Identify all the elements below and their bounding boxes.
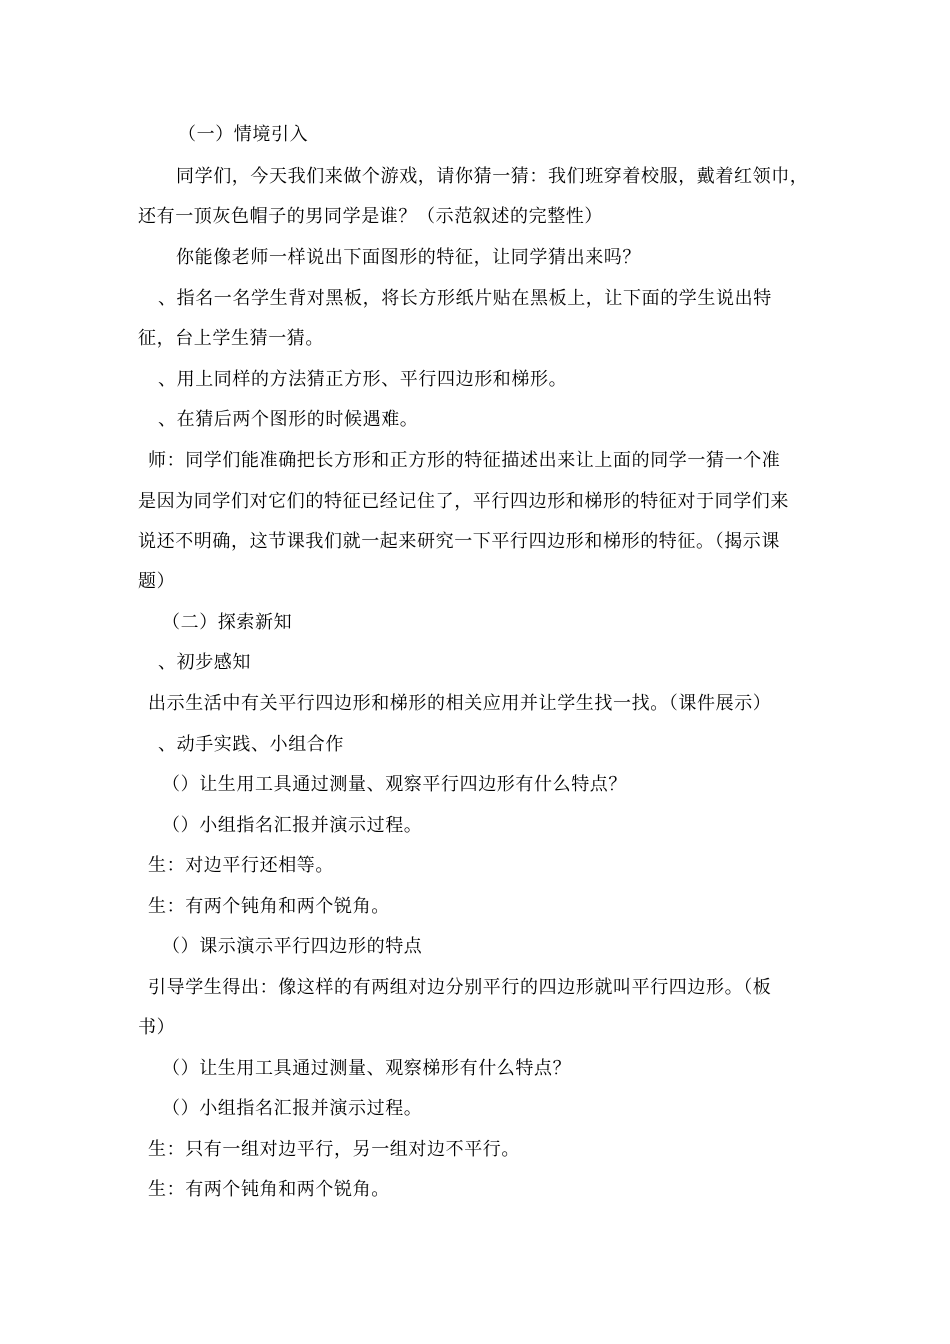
section-heading-explore: （二）探索新知	[162, 612, 293, 633]
paragraph-game-line-2: 还有一顶灰色帽子的男同学是谁？（示范叙述的完整性）	[138, 206, 603, 227]
teacher-paragraph-line-3: 说还不明确，这节课我们就一起来研究一下平行四边形和梯形的特征。（揭示课	[138, 531, 780, 552]
step-group-report-2: （）小组指名汇报并演示过程。	[162, 1098, 423, 1119]
step-measure-trapezoid: （）让生用工具通过测量、观察梯形有什么特点？	[162, 1058, 572, 1079]
subheading-hands-on: 、动手实践、小组合作	[158, 734, 344, 755]
list-item-2: 、用上同样的方法猜正方形、平行四边形和梯形。	[158, 369, 568, 390]
student-answer-1: 生：对边平行还相等。	[148, 855, 334, 876]
list-item-1-line-1: 、指名一名学生背对黑板，将长方形纸片贴在黑板上，让下面的学生说出特	[158, 288, 772, 309]
teacher-paragraph-line-4: 题）	[138, 571, 176, 592]
paragraph-game-line-1: 同学们，今天我们来做个游戏，请你猜一猜：我们班穿着校服，戴着红领巾，	[176, 166, 809, 187]
step-measure-parallelogram: （）让生用工具通过测量、观察平行四边形有什么特点？	[162, 774, 627, 795]
paragraph-show-applications: 出示生活中有关平行四边形和梯形的相关应用并让学生找一找。（课件展示）	[148, 693, 772, 714]
list-item-3: 、在猜后两个图形的时候遇难。	[158, 409, 419, 430]
definition-line-1: 引导学生得出：像这样的有两组对边分别平行的四边形就叫平行四边形。（板	[148, 977, 772, 998]
section-heading-situation: （一）情境引入	[178, 124, 309, 145]
student-answer-3: 生：只有一组对边平行，另一组对边不平行。	[148, 1139, 520, 1160]
list-item-1-line-2: 征，台上学生猜一猜。	[138, 328, 324, 349]
teacher-paragraph-line-2: 是因为同学们对它们的特征已经记住了，平行四边形和梯形的特征对于同学们来	[138, 491, 789, 512]
definition-line-2: 书）	[138, 1017, 176, 1038]
teacher-paragraph-line-1: 师：同学们能准确把长方形和正方形的特征描述出来让上面的同学一猜一个准	[148, 450, 781, 471]
student-answer-2: 生：有两个钝角和两个锐角。	[148, 896, 390, 917]
student-answer-4: 生：有两个钝角和两个锐角。	[148, 1179, 390, 1200]
subheading-initial-perception: 、初步感知	[158, 652, 251, 673]
step-group-report-1: （）小组指名汇报并演示过程。	[162, 815, 423, 836]
paragraph-question: 你能像老师一样说出下面图形的特征，让同学猜出来吗？	[176, 247, 641, 268]
step-courseware-demo: （）课示演示平行四边形的特点	[162, 936, 423, 957]
